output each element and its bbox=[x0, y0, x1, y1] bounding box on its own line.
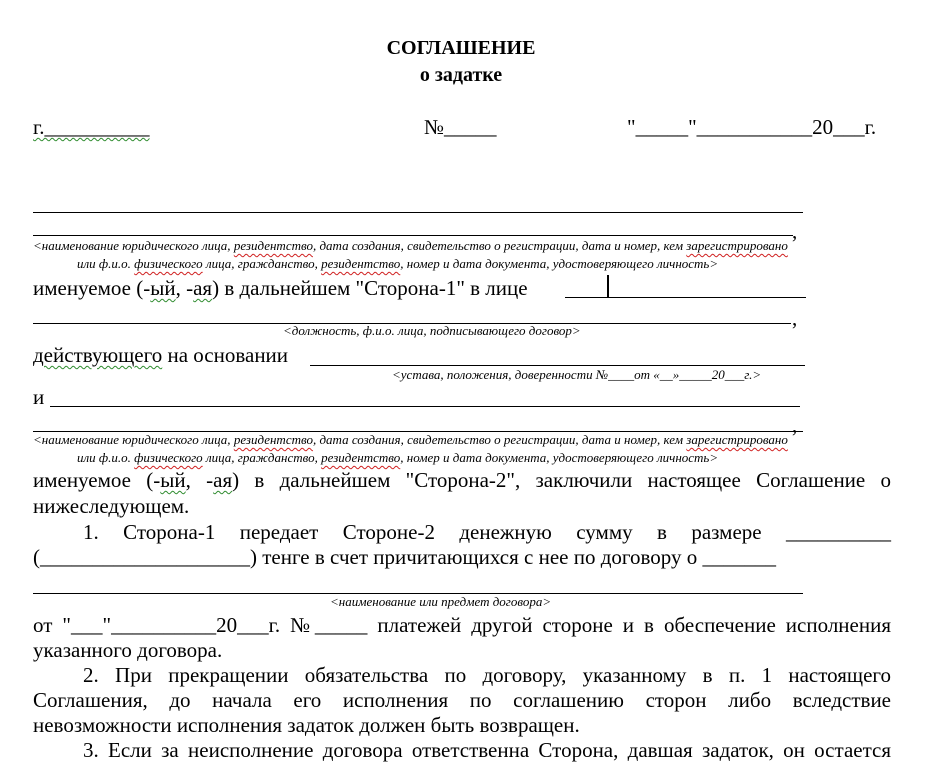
text-cursor bbox=[607, 275, 609, 297]
party1-named-text: именуемое (-ый, -ая) в дальнейшем "Сторона-1" в лице bbox=[33, 276, 528, 300]
document-subtitle: о задатке bbox=[419, 64, 503, 86]
clause1-line2: (____________________) тенге в счет причитающихся с нее по договору о _______ bbox=[33, 545, 776, 569]
party1-name-line[interactable] bbox=[33, 212, 803, 213]
party1-representative-line[interactable] bbox=[565, 297, 806, 298]
clause2-line1: 2. При прекращении обязательства по договору, указанному в п. 1 настоящего bbox=[83, 663, 891, 687]
party2-name-line[interactable] bbox=[50, 406, 800, 407]
party1-note-line2: или ф.и.о. физического лица, гражданство, резидентство, номер и дата документа, удостоверяющего личность> bbox=[77, 256, 719, 271]
party1-name-line-2[interactable] bbox=[33, 235, 793, 236]
document-title: СОГЛАШЕНИЕ bbox=[386, 37, 536, 59]
party2-note-line1: <наименование юридического лица, резидентство, дата создания, свидетельство о регистрации, дата и номер, кем зарегистрировано bbox=[33, 432, 788, 447]
party2-comma: , bbox=[792, 413, 798, 437]
clause1-line1: 1. Сторона-1 передает Стороне-2 денежную сумму в размере __________ bbox=[83, 520, 891, 544]
party2-note-line2: или ф.и.о. физического лица, гражданство, резидентство, номер и дата документа, удостоверяющего личность> bbox=[77, 450, 719, 465]
party2-named-line2: нижеследующем. bbox=[33, 494, 190, 518]
clause1-line4: указанного договора. bbox=[33, 638, 223, 662]
clause1-line3: от "___"__________20___г. №_____ платежей другой стороне и в обеспечение исполнения bbox=[33, 613, 891, 637]
party1-note-line1: <наименование юридического лица, резидентство, дата создания, свидетельство о регистрации, дата и номер, кем зарегистрировано bbox=[33, 238, 788, 253]
party1-position-note: <должность, ф.и.о. лица, подписывающего договор> bbox=[283, 323, 581, 338]
clause1-contract-note: <наименование или предмет договора> bbox=[330, 594, 552, 609]
party1-basis-line[interactable] bbox=[310, 365, 805, 366]
clause2-line3: невозможности исполнения задаток должен быть возвращен. bbox=[33, 713, 580, 737]
party1-basis-note: <устава, положения, доверенности №____от «__»_____20___г.> bbox=[392, 367, 762, 382]
number-field[interactable]: №_____ bbox=[424, 115, 497, 139]
city-field[interactable]: г.__________ bbox=[33, 115, 150, 139]
party1-comma-2: , bbox=[792, 306, 798, 330]
clause3-line1: 3. Если за неисполнение договора ответственна Сторона, давшая задаток, он остается bbox=[83, 738, 891, 762]
party1-acting-text: действующего на основании bbox=[33, 343, 289, 367]
clause2-line2: Соглашения, до начала его исполнения по соглашению сторон либо вследствие bbox=[33, 688, 891, 712]
and-word: и bbox=[33, 385, 45, 409]
date-field[interactable]: "_____"___________20___г. bbox=[627, 115, 877, 139]
party1-comma: , bbox=[792, 219, 798, 243]
party2-named-line1: именуемое (-ый, -ая) в дальнейшем "Сторона-2", заключили настоящее Соглашение о bbox=[33, 468, 892, 492]
